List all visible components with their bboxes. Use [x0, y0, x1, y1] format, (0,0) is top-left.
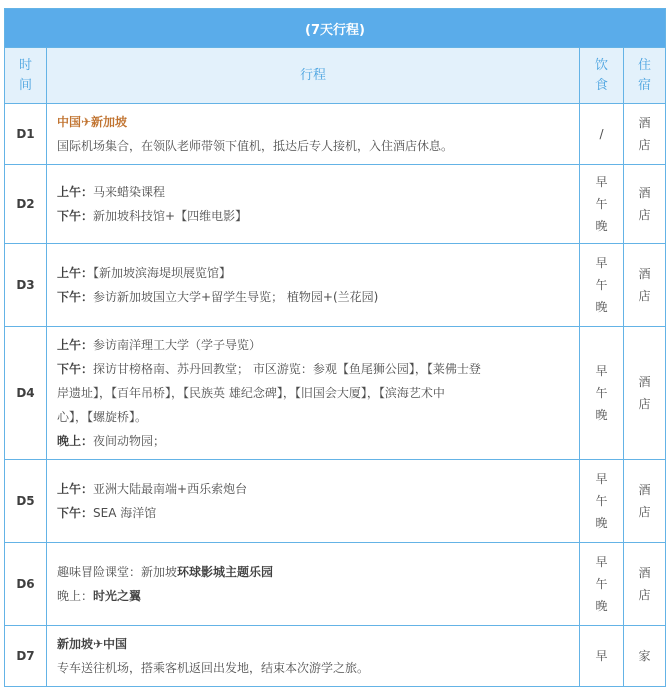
- hotel-char: 家: [638, 649, 651, 663]
- meal-item: /: [599, 127, 604, 141]
- am-text: 参访南洋理工大学（学子导览）: [93, 338, 262, 352]
- pm-text: 新加坡科技馆+【四维电影】: [93, 209, 248, 223]
- table-row: [5, 327, 666, 460]
- hotel-char: 店: [638, 138, 651, 152]
- hotel-cell: [624, 104, 666, 165]
- meals-cell: [580, 460, 624, 543]
- meal-item: 早: [595, 364, 608, 378]
- am-label: 上午：: [57, 482, 94, 496]
- am-text: 马来蜡染课程: [93, 185, 166, 199]
- header-meals-char: 饮: [594, 57, 608, 73]
- day-cell: D4: [5, 327, 47, 460]
- meal-item: 早: [595, 175, 608, 189]
- day-cell: D2: [5, 165, 47, 244]
- activity-highlight: 环球影城主题乐园: [177, 565, 274, 579]
- meal-item: 早: [595, 555, 608, 569]
- meal-item: 午: [595, 278, 608, 292]
- table-row: [5, 543, 666, 626]
- table-title-row: [5, 9, 666, 48]
- table-row: [5, 626, 666, 687]
- hotel-cell: [624, 244, 666, 327]
- header-meals-char: 食: [594, 77, 608, 93]
- itinerary-table: [4, 8, 666, 687]
- hotel-char: 酒: [638, 186, 651, 200]
- meals-cell: [580, 165, 624, 244]
- pm-text-line: 心】，【螺旋桥】。: [57, 410, 148, 424]
- header-time-char: 时: [18, 57, 32, 73]
- pm-label: 下午：: [57, 362, 94, 376]
- day-cell: D6: [5, 543, 47, 626]
- am-text: 亚洲大陆最南端+西乐索炮台: [93, 482, 248, 496]
- evening-highlight: 时光之翼: [93, 589, 142, 603]
- header-hotel: [624, 48, 666, 104]
- meal-item: 晚: [595, 516, 608, 530]
- meal-item: 午: [595, 577, 608, 591]
- pm-text-line: 探访甘榜格南、苏丹回教堂； 市区游览：参观【鱼尾狮公园】，【莱佛士登: [93, 362, 481, 376]
- meal-item: 早: [595, 472, 608, 486]
- header-row: [5, 48, 666, 104]
- meals-cell: [580, 104, 624, 165]
- hotel-char: 酒: [638, 483, 651, 497]
- hotel-cell: [624, 165, 666, 244]
- route-label: 中国✈新加坡: [57, 115, 128, 129]
- hotel-cell: [624, 327, 666, 460]
- meals-cell: [580, 626, 624, 687]
- meal-item: 午: [595, 197, 608, 211]
- table-row: [5, 244, 666, 327]
- itinerary-cell: [47, 460, 580, 543]
- day-cell: D3: [5, 244, 47, 327]
- pm-label: 下午：: [57, 209, 94, 223]
- hotel-char: 酒: [638, 267, 651, 281]
- hotel-char: 店: [638, 289, 651, 303]
- meal-item: 早: [595, 256, 608, 270]
- meal-item: 晚: [595, 408, 608, 422]
- table-row: [5, 460, 666, 543]
- hotel-cell: [624, 543, 666, 626]
- day-cell: D7: [5, 626, 47, 687]
- am-label: 上午：: [57, 338, 94, 352]
- itinerary-cell: [47, 543, 580, 626]
- pm-text-line: 岸遗址】，【百年吊桥】，【民族英 雄纪念碑】，【旧国会大厦】，【滨海艺术中: [57, 386, 445, 400]
- itinerary-cell: [47, 165, 580, 244]
- evening-label: 晚上：: [57, 589, 94, 603]
- header-time: [5, 48, 47, 104]
- am-text: 【新加坡滨海堤坝展览馆】: [93, 266, 232, 280]
- meal-item: 午: [595, 386, 608, 400]
- meal-item: 晚: [595, 599, 608, 613]
- pm-label: 下午：: [57, 290, 94, 304]
- hotel-cell: [624, 460, 666, 543]
- header-hotel-char: 住: [637, 57, 651, 73]
- itinerary-cell: [47, 244, 580, 327]
- activity-text: 趣味冒险课堂：新加坡: [57, 565, 178, 579]
- am-label: 上午：: [57, 185, 94, 199]
- pm-label: 下午：: [57, 506, 94, 520]
- am-label: 上午：: [57, 266, 94, 280]
- header-time-char: 间: [18, 77, 32, 93]
- hotel-char: 店: [638, 505, 651, 519]
- meal-item: 早: [595, 649, 608, 663]
- day-cell: D1: [5, 104, 47, 165]
- meal-item: 晚: [595, 300, 608, 314]
- hotel-char: 酒: [638, 375, 651, 389]
- header-hotel-char: 宿: [637, 77, 651, 93]
- meal-item: 午: [595, 494, 608, 508]
- header-itinerary: 行程: [47, 48, 580, 104]
- meals-cell: [580, 543, 624, 626]
- pm-text: 参访新加坡国立大学+留学生导览； 植物园+(兰花园): [93, 290, 379, 304]
- hotel-char: 酒: [638, 116, 651, 130]
- itinerary-cell: [47, 104, 580, 165]
- itinerary-cell: [47, 626, 580, 687]
- header-meals: [580, 48, 624, 104]
- hotel-char: 酒: [638, 566, 651, 580]
- meals-cell: [580, 244, 624, 327]
- meals-cell: [580, 327, 624, 460]
- evening-text: 夜间动物园；: [93, 434, 166, 448]
- itinerary-text: 国际机场集合，在领队老师带领下值机，抵达后专人接机，入住酒店休息。: [57, 139, 454, 153]
- evening-label: 晚上：: [57, 434, 94, 448]
- hotel-char: 店: [638, 588, 651, 602]
- pm-text: SEA 海洋馆: [93, 506, 157, 520]
- table-title: (7天行程): [5, 9, 666, 48]
- table-row: [5, 165, 666, 244]
- hotel-char: 店: [638, 397, 651, 411]
- hotel-char: 店: [638, 208, 651, 222]
- itinerary-cell: [47, 327, 580, 460]
- table-row: [5, 104, 666, 165]
- meal-item: 晚: [595, 219, 608, 233]
- itinerary-table-wrapper: [4, 8, 665, 687]
- day-cell: D5: [5, 460, 47, 543]
- hotel-cell: [624, 626, 666, 687]
- itinerary-text: 专车送往机场，搭乘客机返回出发地，结束本次游学之旅。: [57, 661, 370, 675]
- route-label: 新加坡✈中国: [57, 637, 128, 651]
